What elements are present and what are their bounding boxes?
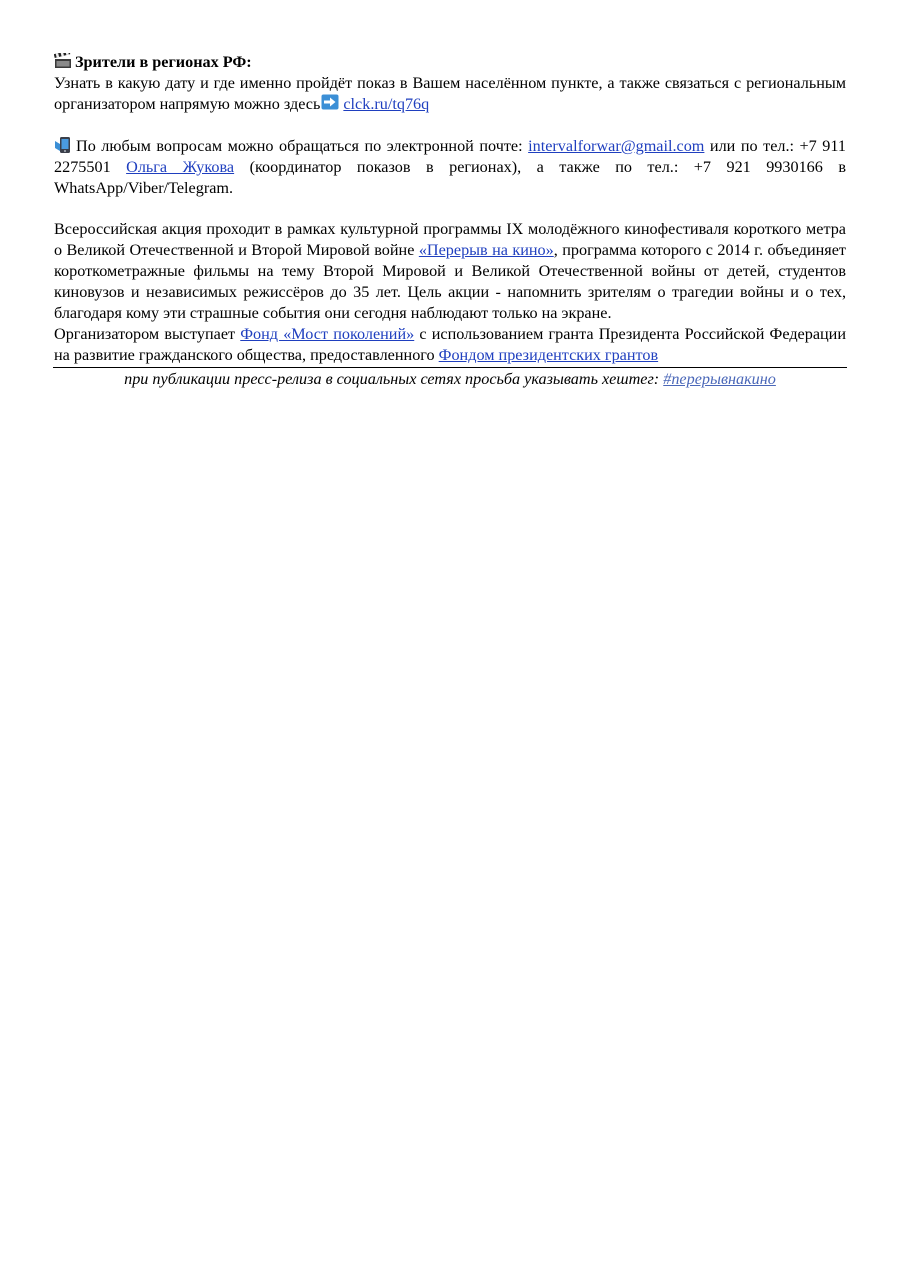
fund-link[interactable]: Фонд «Мост поколений» [240, 325, 415, 343]
footer-note [54, 369, 846, 390]
coordinator-link[interactable]: Ольга Жукова [126, 158, 235, 176]
right-arrow-icon [321, 94, 339, 110]
about-text-1: Всероссийская акция проходит в рамках культурной программы IX молодёжного кинофестиваля короткого метра о Великой Отечественной и Второй Мировой войне [54, 220, 846, 259]
organizer-text-1: Организатором выступает [54, 325, 241, 343]
footer-divider [53, 367, 847, 368]
contacts-text-3: (координатор показов в регионах), а также по тел.: +7 921 9930166 в WhatsApp/Viber/Telegram. [54, 158, 846, 197]
festival-link[interactable]: «Перерыв на кино» [418, 241, 554, 259]
contacts-text-2: или по тел.: +7 911 2275501 [54, 137, 846, 176]
spacer [54, 199, 846, 219]
regions-title: Зрители в регионах РФ: [75, 53, 252, 71]
about-text-2: , программа которого с 2014 г. объединяет короткометражные фильмы на тему Второй Мировой и Великой Отечественной войны от детей, студентов киновузов и независимых режиссёров до 35 лет. Цель акции - напомнить зрителям о трагедии войны и о тех, благодаря кому эти страшные события они сегодня наблюдают только на экране. [54, 241, 846, 322]
regions-paragraph [54, 73, 846, 115]
email-link[interactable]: intervalforwar@gmail.com [528, 137, 705, 155]
contacts-text-1: По любым вопросам можно обращаться по электронной почте: [76, 137, 529, 155]
about-paragraph [54, 219, 846, 324]
grants-link[interactable]: Фондом президентских грантов [438, 346, 659, 364]
mobile-phone-icon [54, 136, 72, 154]
organizer-paragraph [54, 324, 846, 366]
regions-link[interactable]: clck.ru/tq76q [343, 95, 430, 113]
regions-text: Узнать в какую дату и где именно пройдёт показ в Вашем населённом пункте, а также связаться с региональным организатором напрямую можно здесь [54, 74, 846, 113]
document-page [54, 52, 846, 390]
footer-text: при публикации пресс-релиза в социальных сетях просьба указывать хештег: [124, 370, 664, 388]
organizer-text-2: с использованием гранта Президента Российской Федерации на развитие гражданского общества, предоставленного [54, 325, 847, 364]
spacer [54, 115, 846, 136]
regions-heading [54, 52, 846, 73]
clapperboard-icon [54, 53, 72, 69]
hashtag-link[interactable]: #перерывнакино [663, 370, 776, 388]
contacts-paragraph [54, 136, 846, 199]
